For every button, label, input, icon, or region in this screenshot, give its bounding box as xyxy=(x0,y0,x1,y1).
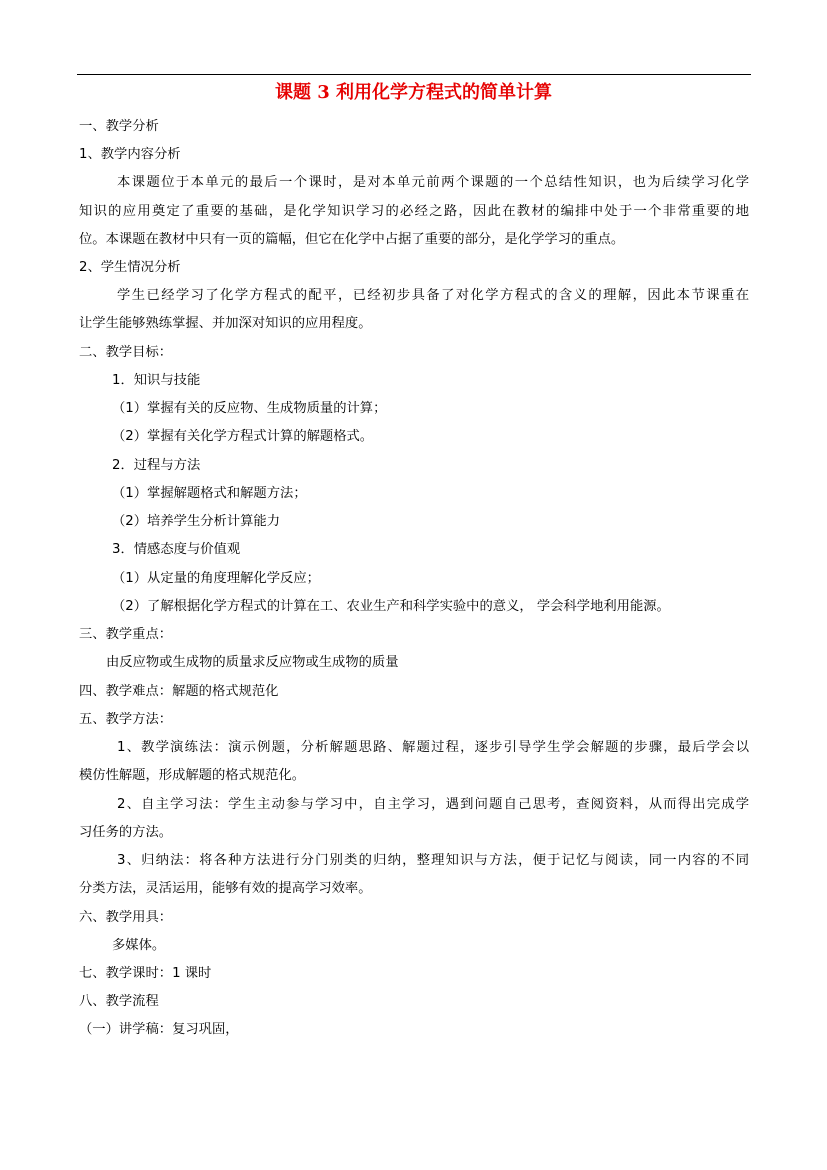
process-step: （一）讲学稿：复习巩固， xyxy=(79,1022,239,1037)
document-title: 课题 3 利用化学方程式的简单计算 xyxy=(274,82,553,103)
objective-attitude-values: 3．情感态度与价值观 xyxy=(112,542,241,557)
objective-item: （1）从定量的角度理解化学反应； xyxy=(112,571,320,586)
heading-teaching-process: 八、教学流程 xyxy=(79,994,159,1009)
heading-difficulty: 四、教学难点：解题的格式规范化 xyxy=(79,684,279,699)
objective-item: （2）掌握有关化学方程式计算的解题格式。 xyxy=(112,429,374,444)
subheading-content-analysis: 1、教学内容分析 xyxy=(79,147,181,162)
paragraph-line: 学生已经学习了化学方程式的配平，已经初步具备了对化学方程式的含义的理解，因此本节课重在 xyxy=(117,288,749,303)
objective-item: （2）了解根据化学方程式的计算在工、农业生产和科学实验中的意义， 学会科学地利用能源。 xyxy=(112,599,670,614)
objective-item: （1）掌握有关的反应物、生成物质量的计算； xyxy=(112,401,387,416)
heading-key-points: 三、教学重点： xyxy=(79,627,173,642)
paragraph-line: 让学生能够熟练掌握、并加深对知识的应用程度。 xyxy=(79,316,372,331)
heading-teaching-methods: 五、教学方法： xyxy=(79,712,173,727)
method-line: 3、归纳法：将各种方法进行分门别类的归纳，整理知识与方法，便于记忆与阅读，同一内容的不同 xyxy=(117,853,749,868)
method-line: 习任务的方法。 xyxy=(79,825,173,840)
heading-teaching-objectives: 二、教学目标： xyxy=(79,345,173,360)
objective-knowledge-skills: 1．知识与技能 xyxy=(112,373,201,388)
method-line: 2、自主学习法：学生主动参与学习中，自主学习，遇到问题自己思考，查阅资料，从而得出完成学 xyxy=(117,797,749,812)
method-line: 模仿性解题，形成解题的格式规范化。 xyxy=(79,768,306,783)
heading-class-hours: 七、教学课时：1 课时 xyxy=(79,966,212,981)
paragraph-line: 本课题位于本单元的最后一个课时，是对本单元前两个课题的一个总结性知识，也为后续学习化学 xyxy=(117,175,749,190)
paragraph-line: 知识的应用奠定了重要的基础，是化学知识学习的必经之路，因此在教材的编排中处于一个非常重要的地 xyxy=(79,204,749,219)
heading-teaching-analysis: 一、教学分析 xyxy=(79,119,159,134)
objective-item: （1）掌握解题格式和解题方法； xyxy=(112,486,307,501)
teaching-tool-text: 多媒体。 xyxy=(112,938,166,953)
heading-teaching-tools: 六、教学用具： xyxy=(79,910,173,925)
subheading-student-analysis: 2、学生情况分析 xyxy=(79,260,181,275)
key-point-text: 由反应物或生成物的质量求反应物或生成物的质量 xyxy=(106,655,399,670)
method-line: 1、教学演练法：演示例题，分析解题思路、解题过程，逐步引导学生学会解题的步骤，最后学会以 xyxy=(117,740,749,755)
paragraph-line: 位。本课题在教材中只有一页的篇幅，但它在化学中占据了重要的部分，是化学学习的重点。 xyxy=(79,232,625,247)
method-line: 分类方法，灵活运用，能够有效的提高学习效率。 xyxy=(79,881,372,896)
header-rule xyxy=(77,74,751,75)
objective-process-methods: 2．过程与方法 xyxy=(112,458,201,473)
objective-item: （2）培养学生分析计算能力 xyxy=(112,514,281,529)
